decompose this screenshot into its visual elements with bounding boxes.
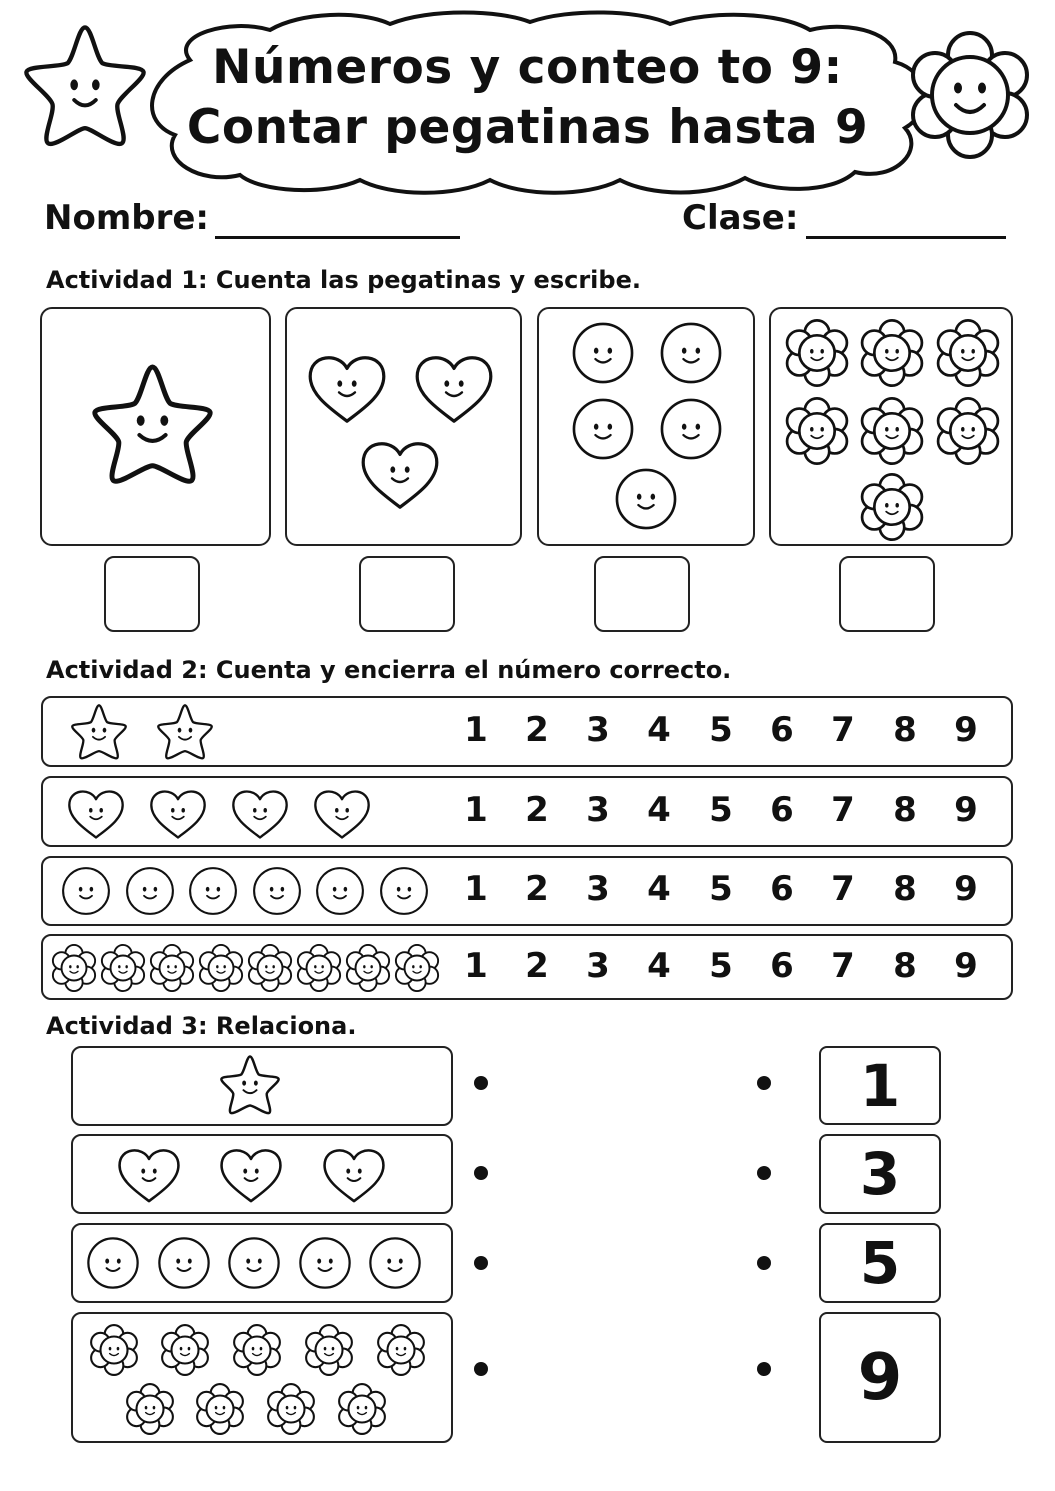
star-sticker-icon — [70, 703, 128, 761]
nombre-label: Nombre: — [44, 198, 210, 238]
match-dot-left[interactable] — [474, 1166, 488, 1180]
heart-sticker-icon — [313, 783, 371, 841]
match-dot-left[interactable] — [474, 1076, 488, 1090]
match-number[interactable]: 3 — [819, 1134, 941, 1214]
number-choice[interactable]: 4 — [647, 869, 671, 909]
flower-sticker-icon — [231, 1324, 283, 1376]
flower-sticker-icon — [336, 1383, 388, 1435]
smiley-sticker-icon — [85, 1235, 141, 1291]
activity-3-heading: Actividad 3: Relaciona. — [46, 1012, 357, 1040]
flower-sticker-icon — [159, 1324, 211, 1376]
activity-2-heading: Actividad 2: Cuenta y encierra el número correcto. — [46, 656, 732, 684]
number-choice[interactable]: 7 — [831, 869, 855, 909]
match-dot-right[interactable] — [757, 1076, 771, 1090]
number-choice[interactable]: 6 — [770, 946, 794, 986]
number-choice[interactable]: 9 — [954, 790, 978, 830]
number-choice[interactable]: 7 — [831, 790, 855, 830]
heart-sticker-icon — [149, 783, 207, 841]
number-choice[interactable]: 2 — [525, 869, 549, 909]
number-choice[interactable]: 6 — [770, 869, 794, 909]
number-choice[interactable]: 6 — [770, 790, 794, 830]
number-choice[interactable]: 9 — [954, 946, 978, 986]
flower-sticker-icon — [194, 1383, 246, 1435]
match-number[interactable]: 5 — [819, 1223, 941, 1303]
smiley-sticker-icon — [314, 865, 366, 917]
flower-sticker-icon — [858, 473, 926, 541]
number-choice[interactable]: 1 — [464, 790, 488, 830]
number-choice[interactable]: 3 — [586, 869, 610, 909]
heart-sticker-icon — [117, 1141, 181, 1205]
number-choice[interactable]: 9 — [954, 869, 978, 909]
page-title-line-2: Contar pegatinas hasta 9 — [186, 100, 869, 155]
match-dot-right[interactable] — [757, 1166, 771, 1180]
number-choice[interactable]: 5 — [709, 869, 733, 909]
flower-sticker-icon — [295, 944, 343, 992]
flower-sticker-icon — [88, 1324, 140, 1376]
star-sticker-icon — [90, 362, 215, 487]
number-choice[interactable]: 6 — [770, 710, 794, 750]
smiley-sticker-icon — [570, 320, 636, 386]
match-number[interactable]: 9 — [819, 1312, 941, 1443]
number-choice[interactable]: 1 — [464, 869, 488, 909]
heart-sticker-icon — [322, 1141, 386, 1205]
flower-sticker-icon — [124, 1383, 176, 1435]
flower-sticker-icon — [934, 397, 1002, 465]
answer-box[interactable] — [839, 556, 935, 632]
answer-box[interactable] — [104, 556, 200, 632]
smiley-sticker-icon — [570, 396, 636, 462]
nombre-line[interactable] — [215, 236, 460, 239]
heart-sticker-icon — [219, 1141, 283, 1205]
match-number[interactable]: 1 — [819, 1046, 941, 1125]
clase-line[interactable] — [806, 236, 1006, 239]
number-choice[interactable]: 2 — [525, 710, 549, 750]
heart-sticker-icon — [67, 783, 125, 841]
number-choice[interactable]: 5 — [709, 946, 733, 986]
smiley-sticker-icon — [124, 865, 176, 917]
number-choice[interactable]: 3 — [586, 710, 610, 750]
smiley-sticker-icon — [297, 1235, 353, 1291]
smiley-sticker-icon — [378, 865, 430, 917]
number-choice[interactable]: 4 — [647, 790, 671, 830]
number-choice[interactable]: 8 — [893, 946, 917, 986]
heart-sticker-icon — [307, 346, 387, 426]
flower-sticker-icon — [783, 319, 851, 387]
heart-sticker-icon — [360, 432, 440, 512]
smiling-flower-icon — [905, 30, 1035, 160]
number-choice[interactable]: 1 — [464, 710, 488, 750]
smiley-sticker-icon — [187, 865, 239, 917]
number-choice[interactable]: 1 — [464, 946, 488, 986]
smiley-sticker-icon — [251, 865, 303, 917]
page-title-line-1: Números y conteo to 9: — [212, 40, 843, 95]
smiley-sticker-icon — [60, 865, 112, 917]
match-dot-right[interactable] — [757, 1256, 771, 1270]
smiling-star-icon — [20, 22, 150, 152]
flower-sticker-icon — [50, 944, 98, 992]
flower-sticker-icon — [783, 397, 851, 465]
number-choice[interactable]: 3 — [586, 790, 610, 830]
flower-sticker-icon — [99, 944, 147, 992]
flower-sticker-icon — [858, 319, 926, 387]
answer-box[interactable] — [594, 556, 690, 632]
smiley-sticker-icon — [226, 1235, 282, 1291]
heart-sticker-icon — [231, 783, 289, 841]
flower-sticker-icon — [393, 944, 441, 992]
number-choice[interactable]: 9 — [954, 710, 978, 750]
match-dot-left[interactable] — [474, 1256, 488, 1270]
flower-sticker-icon — [858, 397, 926, 465]
smiley-sticker-icon — [156, 1235, 212, 1291]
flower-sticker-icon — [148, 944, 196, 992]
flower-sticker-icon — [344, 944, 392, 992]
number-choice[interactable]: 7 — [831, 946, 855, 986]
star-sticker-icon — [156, 703, 214, 761]
smiley-sticker-icon — [658, 320, 724, 386]
number-choice[interactable]: 5 — [709, 790, 733, 830]
number-choice[interactable]: 5 — [709, 710, 733, 750]
clase-label: Clase: — [682, 198, 799, 238]
number-choice[interactable]: 8 — [893, 869, 917, 909]
number-choice[interactable]: 8 — [893, 710, 917, 750]
number-choice[interactable]: 4 — [647, 946, 671, 986]
flower-sticker-icon — [265, 1383, 317, 1435]
flower-sticker-icon — [197, 944, 245, 992]
number-choice[interactable]: 7 — [831, 710, 855, 750]
smiley-sticker-icon — [613, 466, 679, 532]
number-choice[interactable]: 3 — [586, 946, 610, 986]
flower-sticker-icon — [246, 944, 294, 992]
number-choice[interactable]: 8 — [893, 790, 917, 830]
flower-sticker-icon — [934, 319, 1002, 387]
match-dot-right[interactable] — [757, 1362, 771, 1376]
flower-sticker-icon — [303, 1324, 355, 1376]
answer-box[interactable] — [359, 556, 455, 632]
number-choice[interactable]: 2 — [525, 946, 549, 986]
number-choice[interactable]: 2 — [525, 790, 549, 830]
heart-sticker-icon — [414, 346, 494, 426]
number-choice[interactable]: 4 — [647, 710, 671, 750]
activity-1-heading: Actividad 1: Cuenta las pegatinas y escribe. — [46, 266, 641, 294]
smiley-sticker-icon — [367, 1235, 423, 1291]
flower-sticker-icon — [375, 1324, 427, 1376]
match-dot-left[interactable] — [474, 1362, 488, 1376]
star-sticker-icon — [219, 1054, 281, 1116]
smiley-sticker-icon — [658, 396, 724, 462]
